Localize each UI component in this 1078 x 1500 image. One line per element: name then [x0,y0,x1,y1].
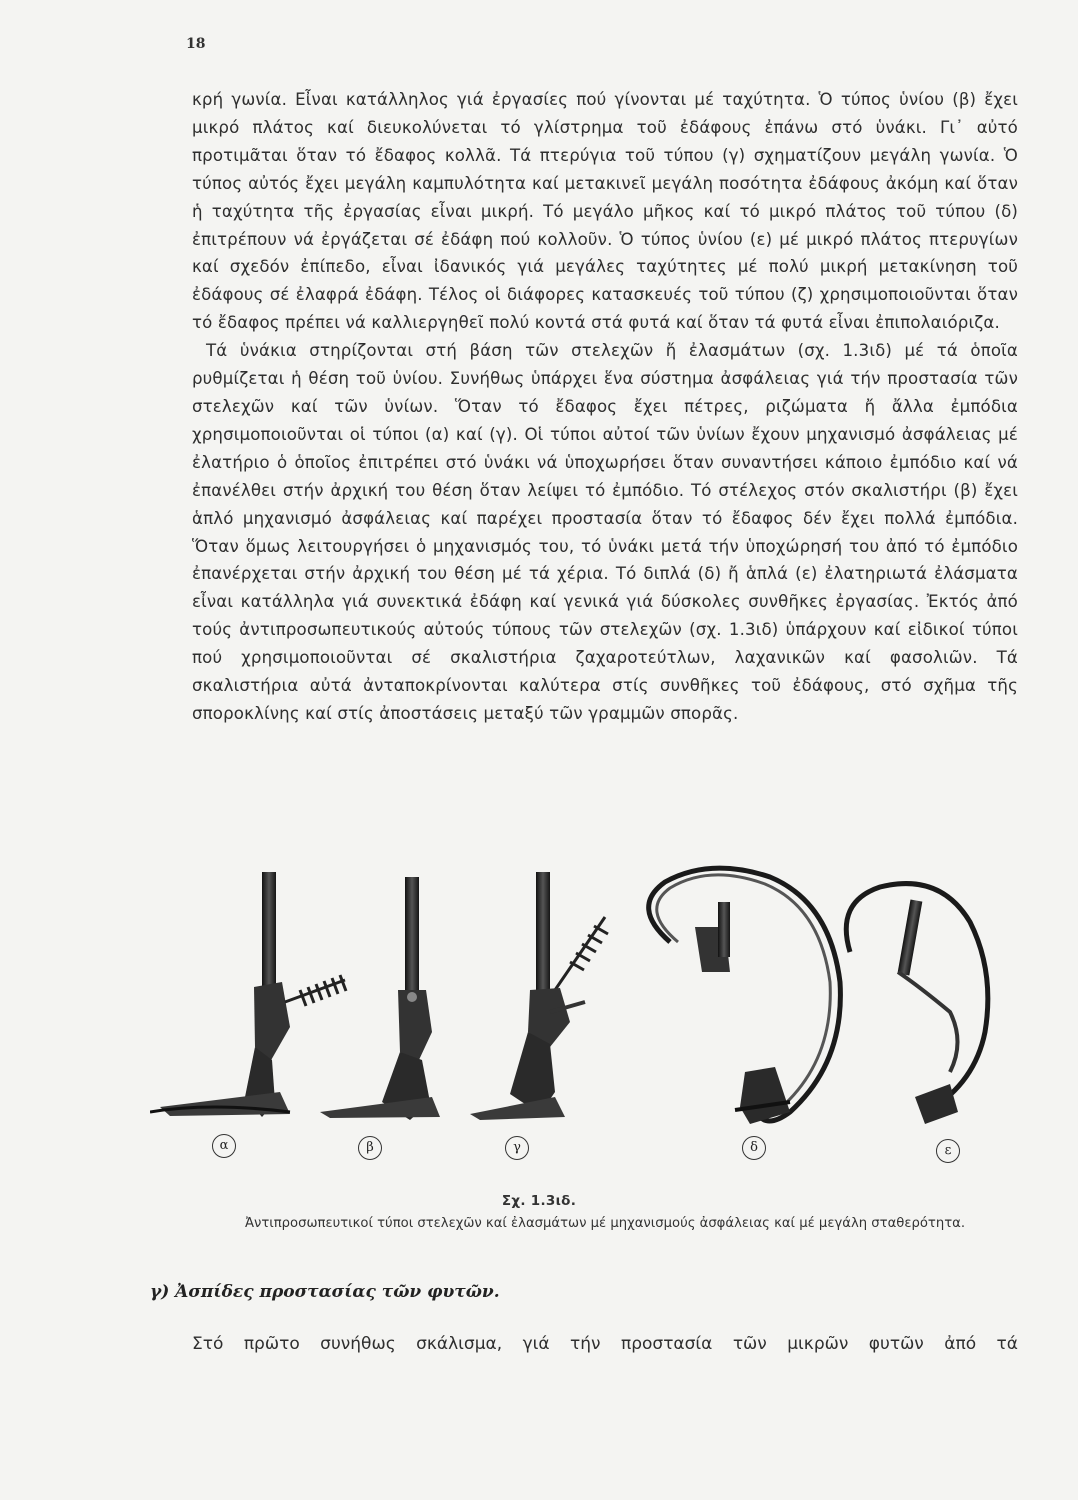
figure-caption: Ἀντιπροσωπευτικοί τύποι στελεχῶν καί ἐλασμάτων μέ μηχανισμούς ἀσφάλειας καί μέ μεγάλη σταθερότητα. [244,1216,966,1231]
shank-a [150,872,346,1117]
figure-shanks [150,862,1010,1192]
label-b: β [358,1136,382,1160]
paragraph-2: Τά ὑνάκια στηρίζονται στή βάση τῶν στελεχῶν ἤ ἐλασμάτων (σχ. 1.3ιδ) μέ τά ὁποῖα ρυθμίζεται ἡ θέση τοῦ ὑνίου. Συνήθως ὑπάρχει ἕνα σύστημα ἀσφάλειας γιά τήν προστασία τῶν στελεχῶν καί τῶν ὑνίων. Ὅταν τό ἔδαφος ἔχει πέτρες, ριζώματα ἤ ἄλλα ἐμπόδια χρησιμοποιοῦνται οἱ τύποι (α) καί (γ). Οἱ τύποι αὐτοί τῶν ὑνίων ἔχουν μηχανισμό ἀσφάλειας μέ ἐλατήριο ὁ ὁποῖος ἐπιτρέπει στό ὑνάκι νά ὑποχωρήσει ὅταν συναντήσει κάποιο ἐμπόδιο καί νά ἐπανέλθει στήν ἀρχική του θέση ὅταν λείψει τό ἐμπόδιο. Τό στέλεχος στόν σκαλιστήρι (β) ἔχει ἁπλό μηχανισμό ἀσφάλειας καί παρέχει προστασία ὅταν τό ἔδαφος δέν ἔχει πολλά ἐμπόδια. Ὅταν ὅμως λειτουργήσει ὁ μηχανισμός του, τό ὑνάκι μετά τήν ὑποχώρησή του ἀπό τό ἐμπόδιο ἐπανέρχεται στήν ἀρχική του θέση μέ τά χέρια. Τό διπλά (δ) ἤ ἁπλά (ε) ἐλατηριωτά ἐλάσματα εἶναι κατάλληλα γιά συνεκτικά ἐδάφη καί γενικά γιά δύσκολες συνθῆκες ἐργασίας. Ἐκτός ἀπό τούς ἀντιπροσωπευτικούς αὐτούς τύπους τῶν στελεχῶν (σχ. 1.3ιδ) ὑπάρχουν καί εἰδικοί τύποι πού χρησιμοποιοῦνται σέ σκαλιστήρια ζαχαροτεύτλων, λαχανικῶν καί φασολιῶν. Τά σκαλιστήρια αὐτά ἀνταποκρίνονται καλύτερα στίς συνθῆκες τοῦ ἐδάφους, στό σχῆμα τῆς σπορoκλίνης καί στίς ἀποστάσεις μεταξύ τῶν γραμμῶν σπορᾶς. [192,341,1018,723]
figure-caption-number: Σχ. 1.3ιδ. [501,1193,577,1209]
shank-c [470,872,608,1120]
section-first-line: Στό πρῶτο συνήθως σκάλισμα, γιά τήν προστασία τῶν μικρῶν φυτῶν ἀπό τά [192,1334,1018,1354]
shank-e [846,884,988,1124]
body-text [192,86,1018,728]
shank-d [649,868,841,1124]
paragraph-1: κρή γωνία. Εἶναι κατάλληλος γιά ἐργασίες πού γίνονται μέ ταχύτητα. Ὁ τύπος ὑνίου (β) ἔχει μικρό πλάτος καί διευκολύνεται τό γλίστρημα τοῦ ἐδάφους ἐπάνω στό ὑνάκι. Γι᾽ αὐτό προτιμᾶται ὅταν τό ἔδαφος κολλᾶ. Τά πτερύγια τοῦ τύπου (γ) σχηματίζουν μεγάλη γωνία. Ὁ τύπος αὐτός ἔχει μεγάλη καμπυλότητα καί μετακινεῖ μεγάλη ποσότητα ἐδάφους ἀκόμη καί ὅταν ἡ ταχύτητα τῆς ἐργασίας εἶναι μικρή. Τό μεγάλο μῆκος καί τό μικρό πλάτος τοῦ τύπου (δ) ἐπιτρέπουν νά ἐργάζεται σέ ἐδάφη πού κολλοῦν. Ὁ τύπος ὑνίου (ε) μέ μικρό πλάτος πτερυγίων καί σχεδόν ἐπίπεδο, εἶναι ἰδανικός γιά μεγάλες ταχύτητες μέ πολύ μικρή μετακίνηση τοῦ ἐδάφους σέ ἐλαφρά ἐδάφη. Τέλος οἱ διάφορες κατασκευές τοῦ τύπου (ζ) χρησιμοποιοῦνται ὅταν τό ἔδαφος πρέπει νά καλλιεργηθεῖ πολύ κοντά στά φυτά καί ὅταν τά φυτά εἶναι ἐπιπολαιόριζα. [192,90,1018,333]
page-number: 18 [186,36,206,52]
section-heading: γ) Ἀσπίδες προστασίας τῶν φυτῶν. [150,1282,500,1302]
label-d: δ [742,1136,766,1160]
label-a: α [212,1134,236,1158]
shanks-illustration [150,862,1010,1192]
shank-b [320,877,440,1120]
label-c: γ [505,1136,529,1160]
label-e: ε [936,1139,960,1163]
